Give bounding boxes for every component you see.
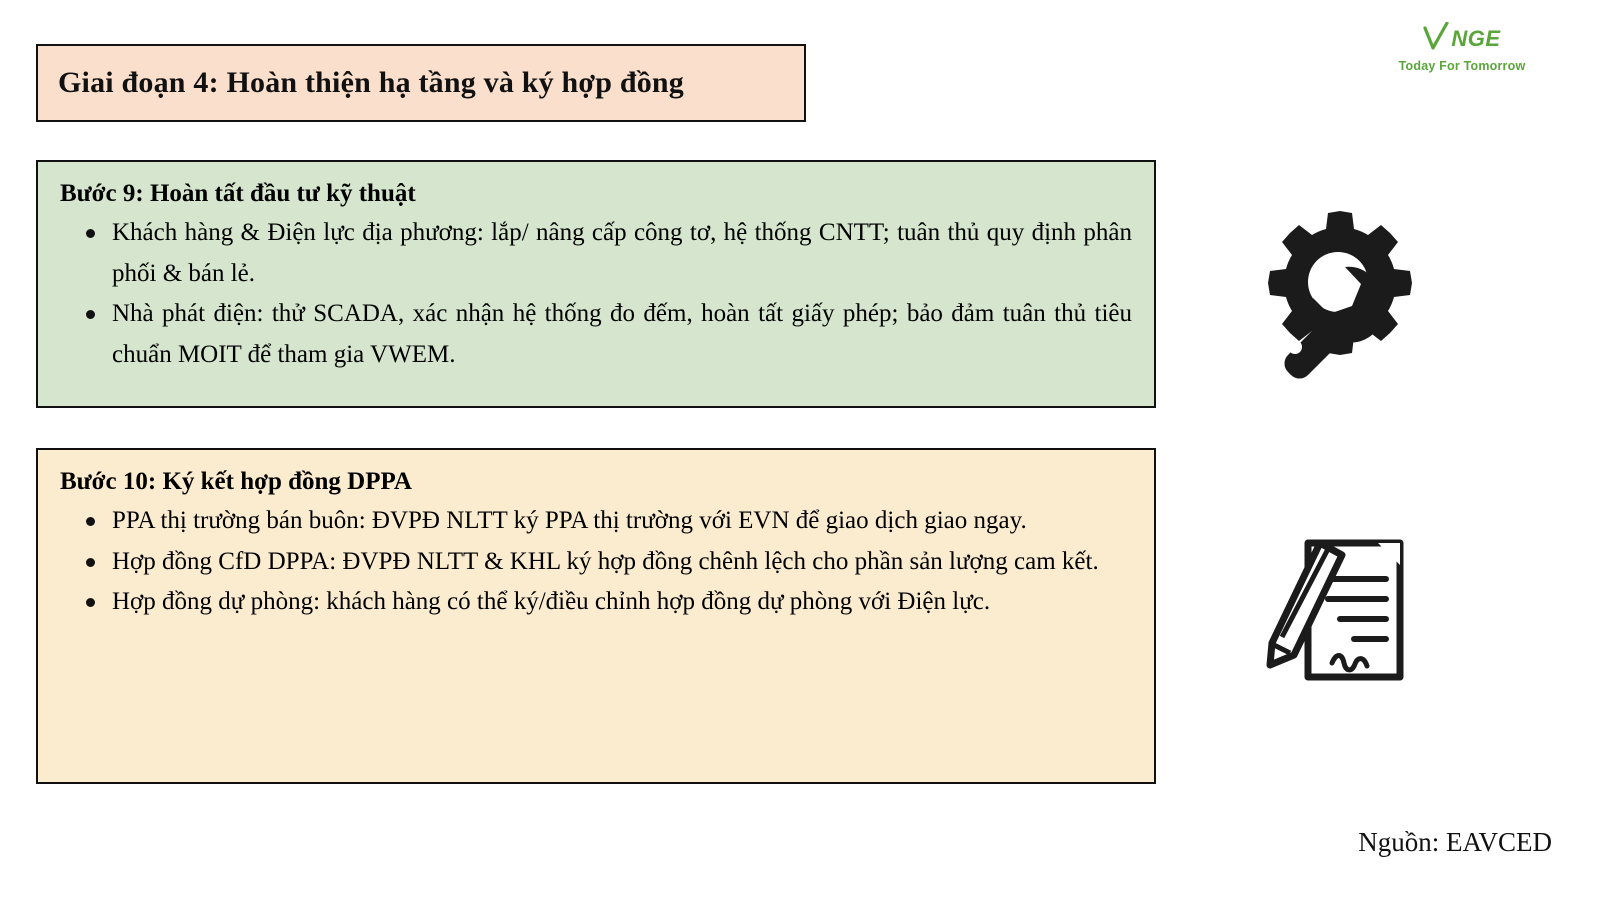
list-item: Nhà phát điện: thử SCADA, xác nhận hệ thống đo đếm, hoàn tất giấy phép; bảo đảm tuân thủ tiêu chuẩn MOIT để tham gia VWEM. bbox=[60, 294, 1132, 375]
list-item: Khách hàng & Điện lực địa phương: lắp/ nâng cấp công tơ, hệ thống CNTT; tuân thủ quy định phân phối & bán lẻ. bbox=[60, 213, 1132, 294]
check-icon bbox=[1423, 22, 1449, 52]
page-title-banner bbox=[36, 44, 806, 122]
list-item: Hợp đồng dự phòng: khách hàng có thể ký/điều chỉnh hợp đồng dự phòng với Điện lực. bbox=[60, 582, 1132, 623]
brand-logo bbox=[1372, 22, 1552, 73]
step-9-bullet-list bbox=[60, 213, 1132, 375]
page-title: Giai đoạn 4: Hoàn thiện hạ tầng và ký hợp đồng bbox=[58, 66, 684, 99]
list-item: Hợp đồng CfD DPPA: ĐVPĐ NLTT & KHL ký hợp đồng chênh lệch cho phần sản lượng cam kết. bbox=[60, 542, 1132, 583]
step-10-heading: Bước 10: Ký kết hợp đồng DPPA bbox=[60, 468, 412, 495]
logo-mark bbox=[1372, 22, 1552, 52]
logo-nge-text: NGE bbox=[1451, 26, 1501, 51]
contract-signature-icon bbox=[1250, 525, 1430, 695]
step-9-heading: Bước 9: Hoàn tất đầu tư kỹ thuật bbox=[60, 180, 416, 207]
list-item: PPA thị trường bán buôn: ĐVPĐ NLTT ký PPA thị trường với EVN để giao dịch giao ngay. bbox=[60, 501, 1132, 542]
step-10-bullet-list bbox=[60, 501, 1132, 623]
logo-tagline: Today For Tomorrow bbox=[1398, 59, 1526, 73]
gear-wrench-icon bbox=[1248, 205, 1428, 385]
step-card-10 bbox=[36, 448, 1156, 784]
source-note: Nguồn: EAVCED bbox=[1358, 827, 1552, 857]
step-card-9 bbox=[36, 160, 1156, 408]
